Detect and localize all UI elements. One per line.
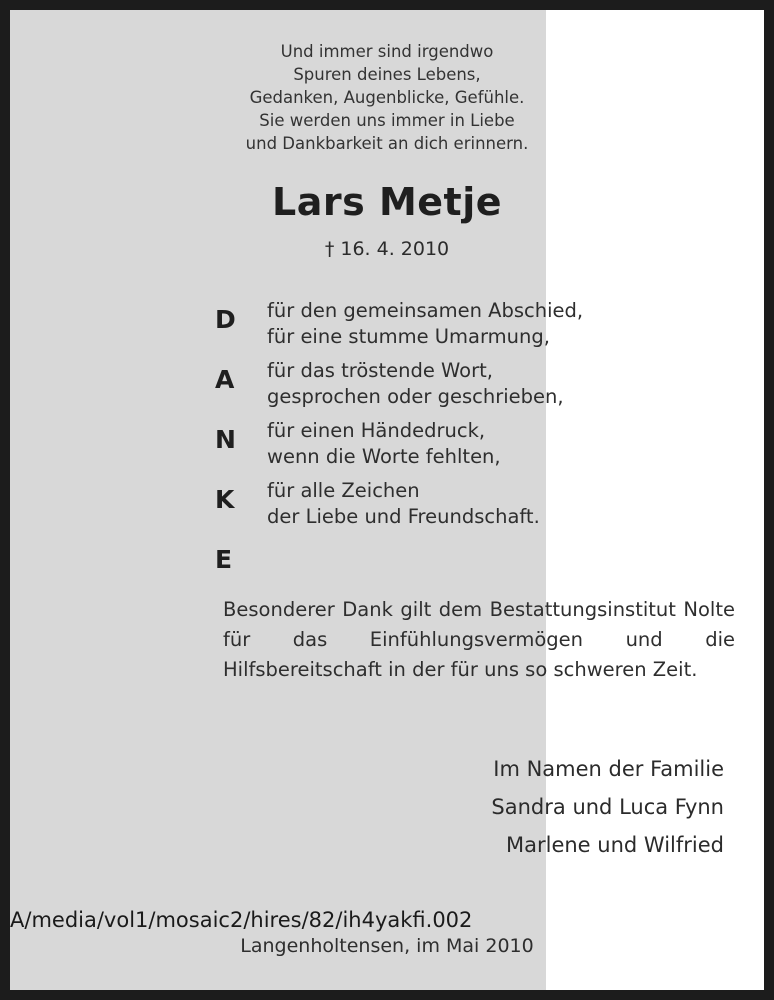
danke-row: [215, 358, 735, 410]
file-path-overlay: A/media/vol1/mosaic2/hires/82/ih4yakfi.002: [10, 908, 473, 932]
family-line-2: Sandra und Luca Fynn: [491, 795, 724, 819]
danke-text: [267, 358, 564, 410]
verse-line-5: und Dankbarkeit an dich erinnern.: [245, 134, 529, 153]
danke-line: gesprochen oder geschrieben,: [267, 385, 564, 408]
danke-line: für den gemeinsamen Abschied,: [267, 299, 584, 322]
verse-block: [10, 40, 764, 155]
danke-line: wenn die Worte fehlten,: [267, 445, 501, 468]
danke-row: [215, 418, 735, 470]
danke-line: der Liebe und Freundschaft.: [267, 505, 540, 528]
danke-row: [215, 298, 735, 350]
death-date: † 16. 4. 2010: [324, 238, 450, 260]
danke-text: [267, 298, 583, 350]
danke-line: für eine stumme Umarmung,: [267, 325, 550, 348]
thanks-paragraph: Besonderer Dank gilt dem Bestattungsinstitut Nolte für das Einfühlungsvermögen und die Hilfsbereitschaft in der für uns so schweren Zeit.: [223, 598, 735, 681]
deceased-name: Lars Metje: [272, 180, 502, 224]
danke-text: [267, 478, 540, 530]
danke-line: für einen Händedruck,: [267, 419, 486, 442]
danke-letter: E: [215, 545, 233, 574]
verse-line-4: Sie werden uns immer in Liebe: [259, 111, 515, 130]
family-line-1: Im Namen der Familie: [493, 757, 724, 781]
danke-letter: N: [215, 425, 236, 454]
place-and-date: Langenholtensen, im Mai 2010: [240, 935, 534, 957]
danke-acrostic: [215, 298, 735, 584]
danke-row: [215, 538, 735, 576]
verse-line-2: Spuren deines Lebens,: [293, 65, 481, 84]
danke-text: [267, 418, 501, 470]
family-block: [10, 750, 724, 864]
obituary-sheet: [10, 10, 764, 990]
danke-letter: D: [215, 305, 236, 334]
danke-letter: K: [215, 485, 235, 514]
verse-line-1: Und immer sind irgendwo: [280, 42, 494, 61]
family-line-3: Marlene und Wilfried: [506, 833, 724, 857]
danke-line: für alle Zeichen: [267, 479, 420, 502]
danke-line: für das tröstende Wort,: [267, 359, 493, 382]
obituary-content: [10, 10, 764, 990]
danke-row: [215, 478, 735, 530]
verse-line-3: Gedanken, Augenblicke, Gefühle.: [249, 88, 525, 107]
danke-letter: A: [215, 365, 235, 394]
